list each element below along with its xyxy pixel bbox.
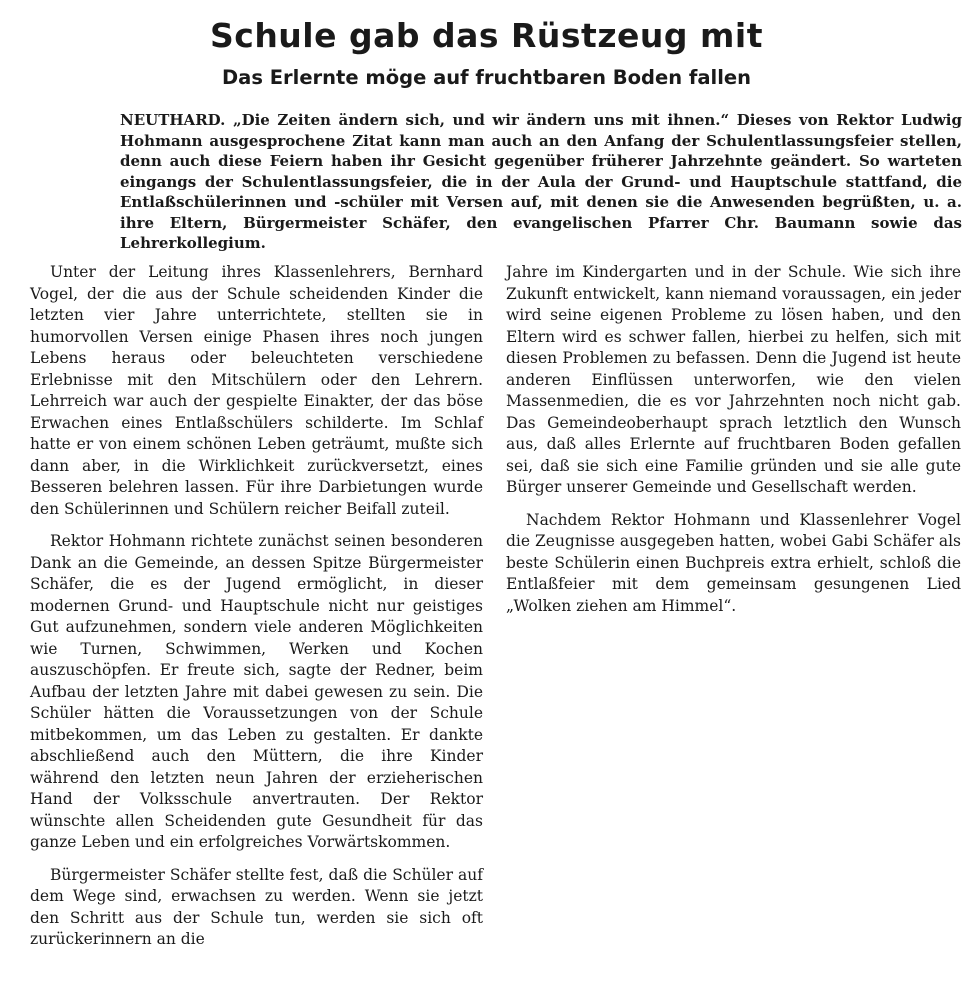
paragraph: Bürgermeister Schäfer stellte fest, daß die Schüler auf dem Wege sind, erwachsen zu werden. Wenn sie jetzt den Schritt aus der Schule tun, werden sie sich oft zurückerinnern an die: [30, 865, 483, 948]
paragraph: Rektor Hohmann richtete zunächst seinen besonderen Dank an die Gemeinde, an dessen Spitze Bürgermeister Schäfer, die es der Jugend ermöglicht, in dieser modernen Grund- und Hauptschule nicht nur geistiges Gut aufzunehmen, sondern viele anderen Möglichkeiten wie Turnen, Schwimmen, Werken und Kochen auszuschöpfen. Er freute sich, sagte der Redner, beim Aufbau der letzten Jahre mit dabei gewesen zu sein. Die Schüler hätten die Voraussetzungen von der Schule mitbekommen, um das Leben zu gestalten. Er dankte abschließend auch den Müttern, die ihre Kinder während den letzten neun Jahren der erzieherischen Hand der Volksschule anvertrauten. Der Rektor wünschte allen Scheidenden gute Gesundheit für das ganze Leben und ein erfolgreiches Vorwärtskommen.: [30, 532, 483, 851]
article-headline: Schule gab das Rüstzeug mit: [209, 16, 763, 55]
lead-text: „Die Zeiten ändern sich, und wir ändern uns mit ihnen.“ Dieses von Rektor Ludwig Hohmann ausgesprochene Zitat kann man auch an den Anfang der Schulentlassungsfeier stellen, denn auch diese Feiern haben ihr Gesicht gegenüber früherer Jahrzehnte geändert. So warteten eingangs der Schulentlassungsfeier, die in der Aula der Grund- und Hauptschule stattfand, die Entlaßschülerinnen und -schüler mit Versen auf, mit denen sie die Anwesenden begrüßten, u. a. ihre Eltern, Bürgermeister Schäfer, den evangelischen Pfarrer Chr. Baumann sowie das Lehrerkollegium.: [120, 111, 962, 252]
left-column: [30, 262, 483, 962]
paragraph-continued: Jahre im Kindergarten und in der Schule. Wie sich ihre Zukunft entwickelt, kann niemand voraussagen, ein jeder wird seine eigenen Probleme zu lösen haben, und den Eltern wird es schwer fallen, hierbei zu helfen, sich mit diesen Problemen zu befassen. Denn die Jugend ist heute anderen Einflüssen unterworfen, wie den vielen Massenmedien, die es vor Jahrzehnten noch nicht gab. Das Gemeindeoberhaupt sprach letztlich den Wunsch aus, daß alles Erlernte auf fruchtbaren Boden gefallen sei, daß sie sich eine Familie gründen und sie alle gute Bürger unserer Gemeinde und Gesellschaft werden.: [506, 263, 961, 496]
paragraph: Nachdem Rektor Hohmann und Klassenlehrer Vogel die Zeugnisse ausgegeben hatten, wobei Gabi Schäfer als beste Schülerin einen Buchpreis extra erhielt, schloß die Entlaßfeier mit dem gemeinsam gesungenen Lied „Wolken ziehen am Himmel“.: [506, 510, 961, 615]
article-subheadline: Das Erlernte möge auf fruchtbaren Boden fallen: [221, 66, 752, 89]
article-lead: [120, 110, 962, 254]
paragraph: Unter der Leitung ihres Klassenlehrers, Bernhard Vogel, der die aus der Schule scheidenden Kinder die letzten vier Jahre unterrichtete, stellten sie in humorvollen Versen einige Phasen ihres noch jungen Lebens heraus oder beleuchteten verschiedene Erlebnisse mit den Mitschülern oder den Lehrern. Lehrreich war auch der gespielte Einakter, der das böse Erwachen eines Entlaßschülers schilderte. Im Schlaf hatte er von einem schönen Leben geträumt, mußte sich dann aber, in die Wirklichkeit zurückversetzt, eines Besseren belehren lassen. Für ihre Darbietungen wurde den Schülerinnen und Schülern reicher Beifall zuteil.: [30, 263, 483, 518]
dateline: NEUTHARD.: [120, 111, 226, 129]
right-column: [506, 262, 961, 628]
